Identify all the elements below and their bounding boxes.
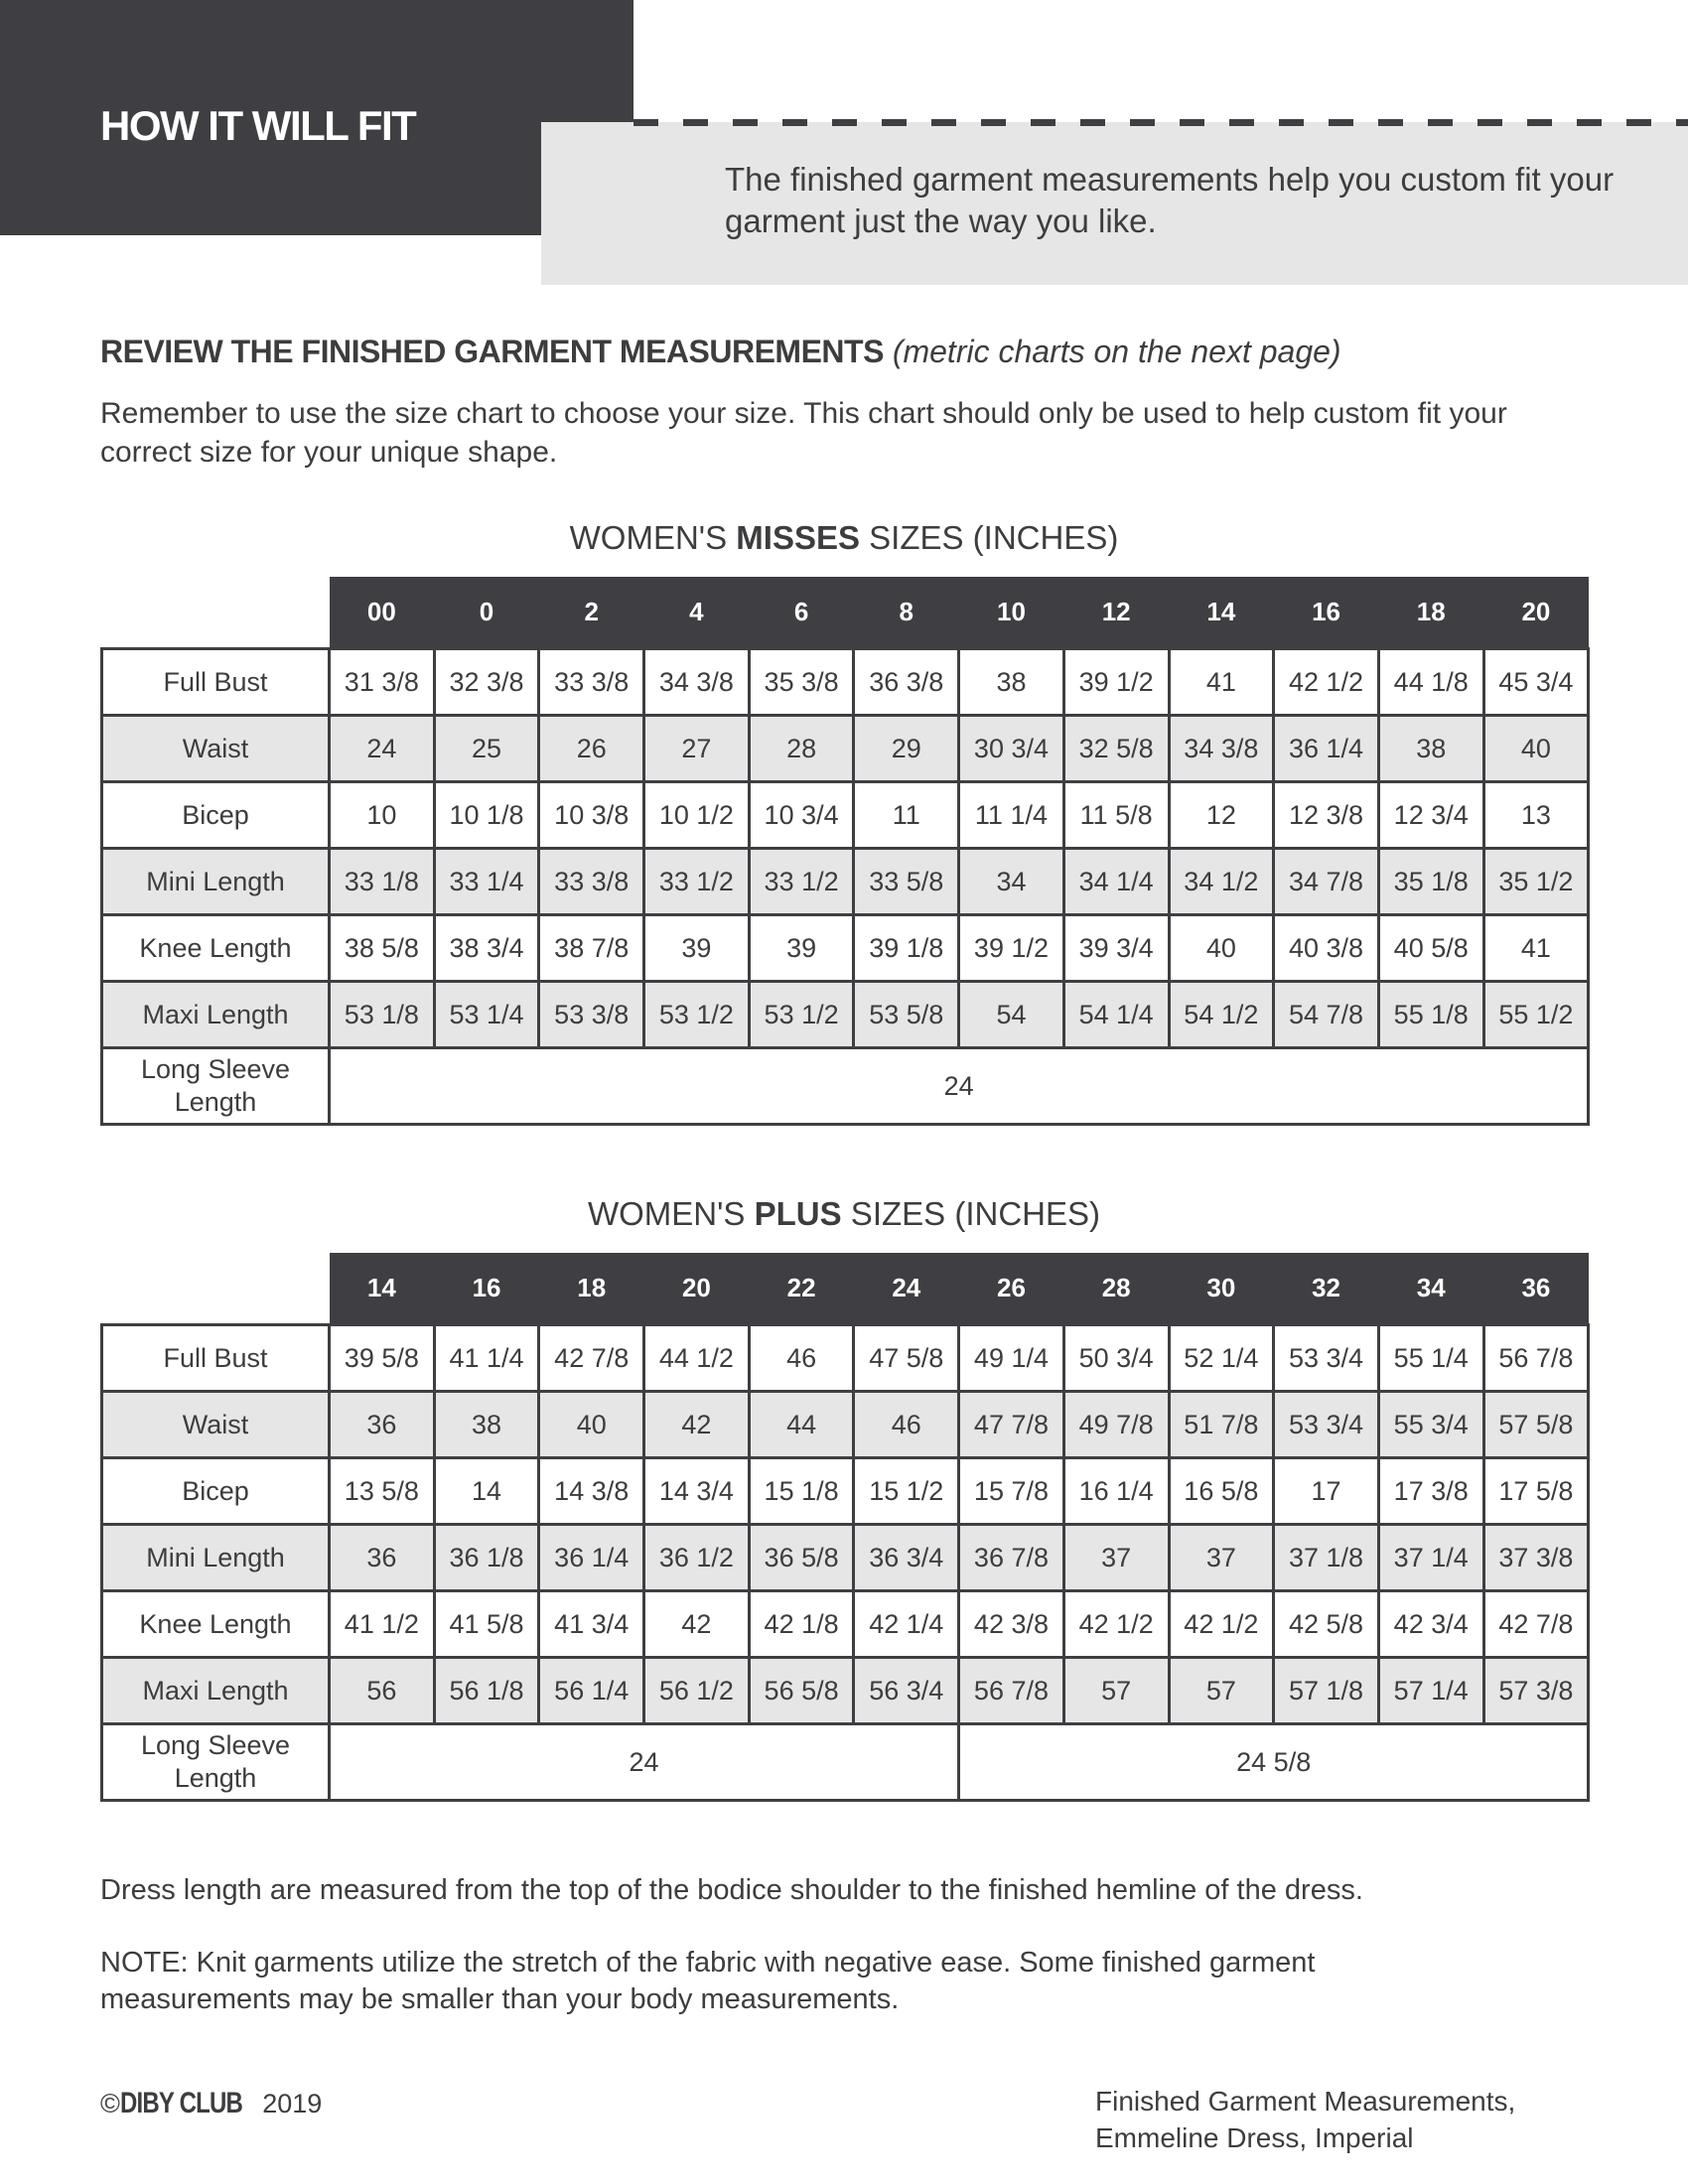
measurement-cell: 38 5/8 [330,915,435,982]
measurement-cell: 34 3/8 [644,649,750,716]
measurement-cell: 14 [434,1458,539,1525]
measurement-cell: 53 1/8 [330,982,435,1048]
measurement-cell: 33 1/2 [749,849,854,915]
measurement-cell: 16 1/4 [1063,1458,1169,1525]
measurement-cell: 57 [1063,1658,1169,1724]
measurement-cell: 56 1/8 [434,1658,539,1724]
caption-suffix: SIZES (INCHES) [841,1195,1100,1232]
measurement-cell: 56 3/4 [854,1658,959,1724]
size-column-header: 28 [1063,1253,1169,1325]
measurement-cell: 11 1/4 [959,782,1064,849]
misses-size-table [100,577,1590,1126]
size-header-row [102,577,1589,649]
measurement-cell: 47 5/8 [854,1325,959,1392]
measurement-cell: 39 [749,915,854,982]
measurement-cell: 12 [1169,782,1274,849]
measurement-cell: 42 1/8 [749,1591,854,1658]
measurement-cell: 36 [330,1392,435,1458]
length-note: Dress length are measured from the top of the bodice shoulder to the finished hemline of the dress. [100,1874,1363,1906]
measurement-cell: 53 1/2 [644,982,750,1048]
measurement-cell: 36 1/4 [539,1525,644,1591]
size-column-header: 14 [330,1253,435,1325]
plus-size-table [100,1253,1590,1802]
measurement-cell: 57 1/4 [1378,1658,1483,1724]
measurement-cell: 33 5/8 [854,849,959,915]
measurement-cell: 53 3/4 [1274,1325,1379,1392]
measurement-cell: 24 [330,716,435,782]
measurement-cell: 57 3/8 [1483,1658,1589,1724]
size-column-header: 18 [1378,577,1483,649]
sleeve-length-cell: 24 5/8 [959,1724,1589,1801]
header-dark-block [0,0,633,235]
plus-table-caption [0,1195,1688,1233]
measurement-cell: 39 1/2 [959,915,1064,982]
size-column-header: 4 [644,577,750,649]
measurement-cell: 37 [1169,1525,1274,1591]
page-title: HOW IT WILL FIT [100,102,416,149]
measurement-cell: 57 1/8 [1274,1658,1379,1724]
size-column-header: 18 [539,1253,644,1325]
row-label: Knee Length [102,1591,330,1658]
measurement-cell: 10 1/2 [644,782,750,849]
measurement-cell: 36 7/8 [959,1525,1064,1591]
measurement-cell: 34 7/8 [1274,849,1379,915]
measurement-row [102,782,1589,849]
measurement-cell: 26 [539,716,644,782]
measurement-cell: 17 [1274,1458,1379,1525]
header-corner [102,577,330,649]
measurement-cell: 55 1/4 [1378,1325,1483,1392]
measurement-cell: 10 3/8 [539,782,644,849]
measurement-cell: 53 1/2 [749,982,854,1048]
measurement-row [102,849,1589,915]
measurement-cell: 53 5/8 [854,982,959,1048]
size-column-header: 8 [854,577,959,649]
sleeve-length-cell: 24 [330,1048,1589,1125]
measurement-cell: 32 3/8 [434,649,539,716]
measurement-cell: 56 7/8 [959,1658,1064,1724]
row-label [102,1724,330,1801]
caption-suffix: SIZES (INCHES) [859,519,1119,556]
measurement-cell: 38 7/8 [539,915,644,982]
measurement-cell: 49 7/8 [1063,1392,1169,1458]
measurement-cell: 36 5/8 [749,1525,854,1591]
measurement-cell: 44 1/2 [644,1325,750,1392]
measurement-cell: 12 3/4 [1378,782,1483,849]
measurement-row [102,649,1589,716]
measurement-cell: 13 5/8 [330,1458,435,1525]
measurement-cell: 38 [1378,716,1483,782]
copyright-year: 2019 [262,2089,323,2118]
measurement-cell: 11 5/8 [1063,782,1169,849]
measurement-cell: 45 3/4 [1483,649,1589,716]
measurement-cell: 42 7/8 [1483,1591,1589,1658]
measurement-cell: 46 [749,1325,854,1392]
measurement-cell: 44 1/8 [1378,649,1483,716]
measurement-cell: 46 [854,1392,959,1458]
row-label-line: Length [174,1763,257,1793]
measurement-cell: 36 1/2 [644,1525,750,1591]
measurement-cell: 42 [644,1392,750,1458]
row-label-line: Length [174,1087,257,1117]
row-label: Waist [102,716,330,782]
measurement-cell: 39 5/8 [330,1325,435,1392]
measurement-cell: 42 1/2 [1063,1591,1169,1658]
measurement-cell: 14 3/4 [644,1458,750,1525]
measurement-cell: 36 3/8 [854,649,959,716]
measurement-cell: 33 1/2 [644,849,750,915]
measurement-cell: 42 3/8 [959,1591,1064,1658]
size-column-header: 16 [434,1253,539,1325]
row-label-line: Long Sleeve [140,1054,291,1084]
size-column-header: 26 [959,1253,1064,1325]
measurement-cell: 15 7/8 [959,1458,1064,1525]
measurement-cell: 31 3/8 [330,649,435,716]
size-column-header: 00 [330,577,435,649]
measurement-cell: 54 [959,982,1064,1048]
caption-bold: PLUS [754,1195,842,1232]
measurement-cell: 34 3/8 [1169,716,1274,782]
row-label: Maxi Length [102,982,330,1048]
measurement-row [102,982,1589,1048]
measurement-cell: 33 3/8 [539,649,644,716]
measurement-cell: 56 7/8 [1483,1325,1589,1392]
measurement-cell: 11 [854,782,959,849]
measurement-cell: 38 [434,1392,539,1458]
size-column-header: 2 [539,577,644,649]
size-column-header: 10 [959,577,1064,649]
measurement-cell: 35 1/8 [1378,849,1483,915]
measurement-cell: 57 [1169,1658,1274,1724]
measurement-cell: 42 [644,1591,750,1658]
measurement-cell: 38 [959,649,1064,716]
measurement-cell: 42 1/4 [854,1591,959,1658]
measurement-row [102,1392,1589,1458]
measurement-cell: 54 1/4 [1063,982,1169,1048]
size-column-header: 34 [1378,1253,1483,1325]
measurement-cell: 40 [1169,915,1274,982]
measurement-cell: 40 [539,1392,644,1458]
measurement-cell: 27 [644,716,750,782]
measurement-cell: 10 [330,782,435,849]
measurement-cell: 55 1/2 [1483,982,1589,1048]
measurement-cell: 12 3/8 [1274,782,1379,849]
measurement-row [102,915,1589,982]
measurement-cell: 13 [1483,782,1589,849]
measurement-cell: 41 3/4 [539,1591,644,1658]
measurement-cell: 15 1/8 [749,1458,854,1525]
measurement-cell: 56 5/8 [749,1658,854,1724]
row-label: Waist [102,1392,330,1458]
measurement-cell: 39 1/2 [1063,649,1169,716]
size-column-header: 12 [1063,577,1169,649]
size-column-header: 20 [644,1253,750,1325]
size-column-header: 0 [434,577,539,649]
measurement-cell: 40 [1483,716,1589,782]
size-column-header: 30 [1169,1253,1274,1325]
caption-bold: MISSES [736,519,860,556]
measurement-cell: 37 [1063,1525,1169,1591]
long-sleeve-row [102,1048,1589,1125]
row-label: Full Bust [102,649,330,716]
size-column-header: 6 [749,577,854,649]
measurement-cell: 36 [330,1525,435,1591]
row-label: Bicep [102,782,330,849]
measurement-cell: 44 [749,1392,854,1458]
measurement-cell: 42 1/2 [1169,1591,1274,1658]
measurement-cell: 33 1/4 [434,849,539,915]
row-label: Bicep [102,1458,330,1525]
measurement-cell: 41 1/2 [330,1591,435,1658]
measurement-cell: 17 3/8 [1378,1458,1483,1525]
measurement-cell: 28 [749,716,854,782]
size-column-header: 36 [1483,1253,1589,1325]
size-column-header: 22 [749,1253,854,1325]
measurement-cell: 54 1/2 [1169,982,1274,1048]
measurement-cell: 16 5/8 [1169,1458,1274,1525]
row-label: Mini Length [102,1525,330,1591]
measurement-cell: 42 7/8 [539,1325,644,1392]
measurement-cell: 33 1/8 [330,849,435,915]
size-column-header: 16 [1274,577,1379,649]
row-label: Mini Length [102,849,330,915]
size-column-header: 14 [1169,577,1274,649]
measurement-cell: 39 1/8 [854,915,959,982]
caption-prefix: WOMEN'S [587,1195,755,1232]
knit-note: NOTE: Knit garments utilize the stretch of the fabric with negative ease. Some finished garment measurements may be smaller than your body measurements. [100,1947,1316,2015]
row-label: Maxi Length [102,1658,330,1724]
doc-title-line1: Finished Garment Measurements, [1095,2086,1516,2116]
measurement-cell: 38 3/4 [434,915,539,982]
measurement-cell: 36 1/4 [1274,716,1379,782]
row-label: Knee Length [102,915,330,982]
caption-prefix: WOMEN'S [569,519,737,556]
section-description: Remember to use the size chart to choose your size. This chart should only be used to help custom fit your correct size for your unique shape. [100,397,1507,469]
measurement-row [102,1525,1589,1591]
measurement-cell: 42 1/2 [1274,649,1379,716]
measurement-cell: 41 [1169,649,1274,716]
measurement-cell: 56 1/4 [539,1658,644,1724]
section-title-main: REVIEW THE FINISHED GARMENT MEASUREMENTS [100,334,884,369]
measurement-cell: 54 7/8 [1274,982,1379,1048]
misses-table-caption [0,519,1688,557]
measurement-cell: 41 1/4 [434,1325,539,1392]
measurement-cell: 29 [854,716,959,782]
measurement-row [102,1658,1589,1724]
measurement-cell: 35 3/8 [749,649,854,716]
measurement-cell: 41 [1483,915,1589,982]
size-column-header: 20 [1483,577,1589,649]
long-sleeve-row [102,1724,1589,1801]
copyright-icon: © [100,2089,120,2118]
measurement-row [102,1458,1589,1525]
measurement-cell: 14 3/8 [539,1458,644,1525]
measurement-cell: 40 3/8 [1274,915,1379,982]
measurement-cell: 36 1/8 [434,1525,539,1591]
measurement-cell: 17 5/8 [1483,1458,1589,1525]
measurement-cell: 25 [434,716,539,782]
measurement-cell: 55 1/8 [1378,982,1483,1048]
measurement-cell: 52 1/4 [1169,1325,1274,1392]
footer-doc-title [1095,2083,1515,2156]
measurement-cell: 56 [330,1658,435,1724]
size-column-header: 24 [854,1253,959,1325]
measurement-cell: 56 1/2 [644,1658,750,1724]
measurement-cell: 30 3/4 [959,716,1064,782]
header-corner [102,1253,330,1325]
row-label [102,1048,330,1125]
measurement-cell: 10 3/4 [749,782,854,849]
measurement-cell: 47 7/8 [959,1392,1064,1458]
measurement-cell: 53 3/4 [1274,1392,1379,1458]
measurement-cell: 41 5/8 [434,1591,539,1658]
measurement-cell: 34 1/2 [1169,849,1274,915]
measurement-row [102,1325,1589,1392]
dashed-divider [633,119,1688,126]
measurement-cell: 32 5/8 [1063,716,1169,782]
measurement-cell: 50 3/4 [1063,1325,1169,1392]
measurement-cell: 35 1/2 [1483,849,1589,915]
measurement-cell: 10 1/8 [434,782,539,849]
measurement-cell: 37 3/8 [1483,1525,1589,1591]
footer-copyright [100,2087,322,2120]
measurement-cell: 42 5/8 [1274,1591,1379,1658]
size-header-row [102,1253,1589,1325]
measurement-cell: 33 3/8 [539,849,644,915]
row-label-line: Long Sleeve [140,1730,291,1760]
measurement-cell: 55 3/4 [1378,1392,1483,1458]
measurement-cell: 39 3/4 [1063,915,1169,982]
measurement-cell: 57 5/8 [1483,1392,1589,1458]
measurement-cell: 40 5/8 [1378,915,1483,982]
measurement-cell: 37 1/4 [1378,1525,1483,1591]
measurement-cell: 34 [959,849,1064,915]
section-title [100,334,1341,370]
intro-text: The finished garment measurements help you custom fit your garment just the way you like. [725,161,1615,239]
measurement-row [102,1591,1589,1658]
row-label: Full Bust [102,1325,330,1392]
measurement-cell: 37 1/8 [1274,1525,1379,1591]
section-title-note: (metric charts on the next page) [892,334,1341,369]
measurement-cell: 15 1/2 [854,1458,959,1525]
measurement-cell: 34 1/4 [1063,849,1169,915]
sleeve-length-cell: 24 [330,1724,959,1801]
doc-title-line2: Emmeline Dress, Imperial [1095,2122,1414,2153]
size-column-header: 32 [1274,1253,1379,1325]
measurement-cell: 53 3/8 [539,982,644,1048]
measurement-cell: 51 7/8 [1169,1392,1274,1458]
measurement-cell: 49 1/4 [959,1325,1064,1392]
measurement-cell: 36 3/4 [854,1525,959,1591]
brand-logo: DIBY CLUB [119,2087,242,2119]
measurement-cell: 53 1/4 [434,982,539,1048]
measurement-cell: 42 3/4 [1378,1591,1483,1658]
measurement-row [102,716,1589,782]
measurement-cell: 39 [644,915,750,982]
